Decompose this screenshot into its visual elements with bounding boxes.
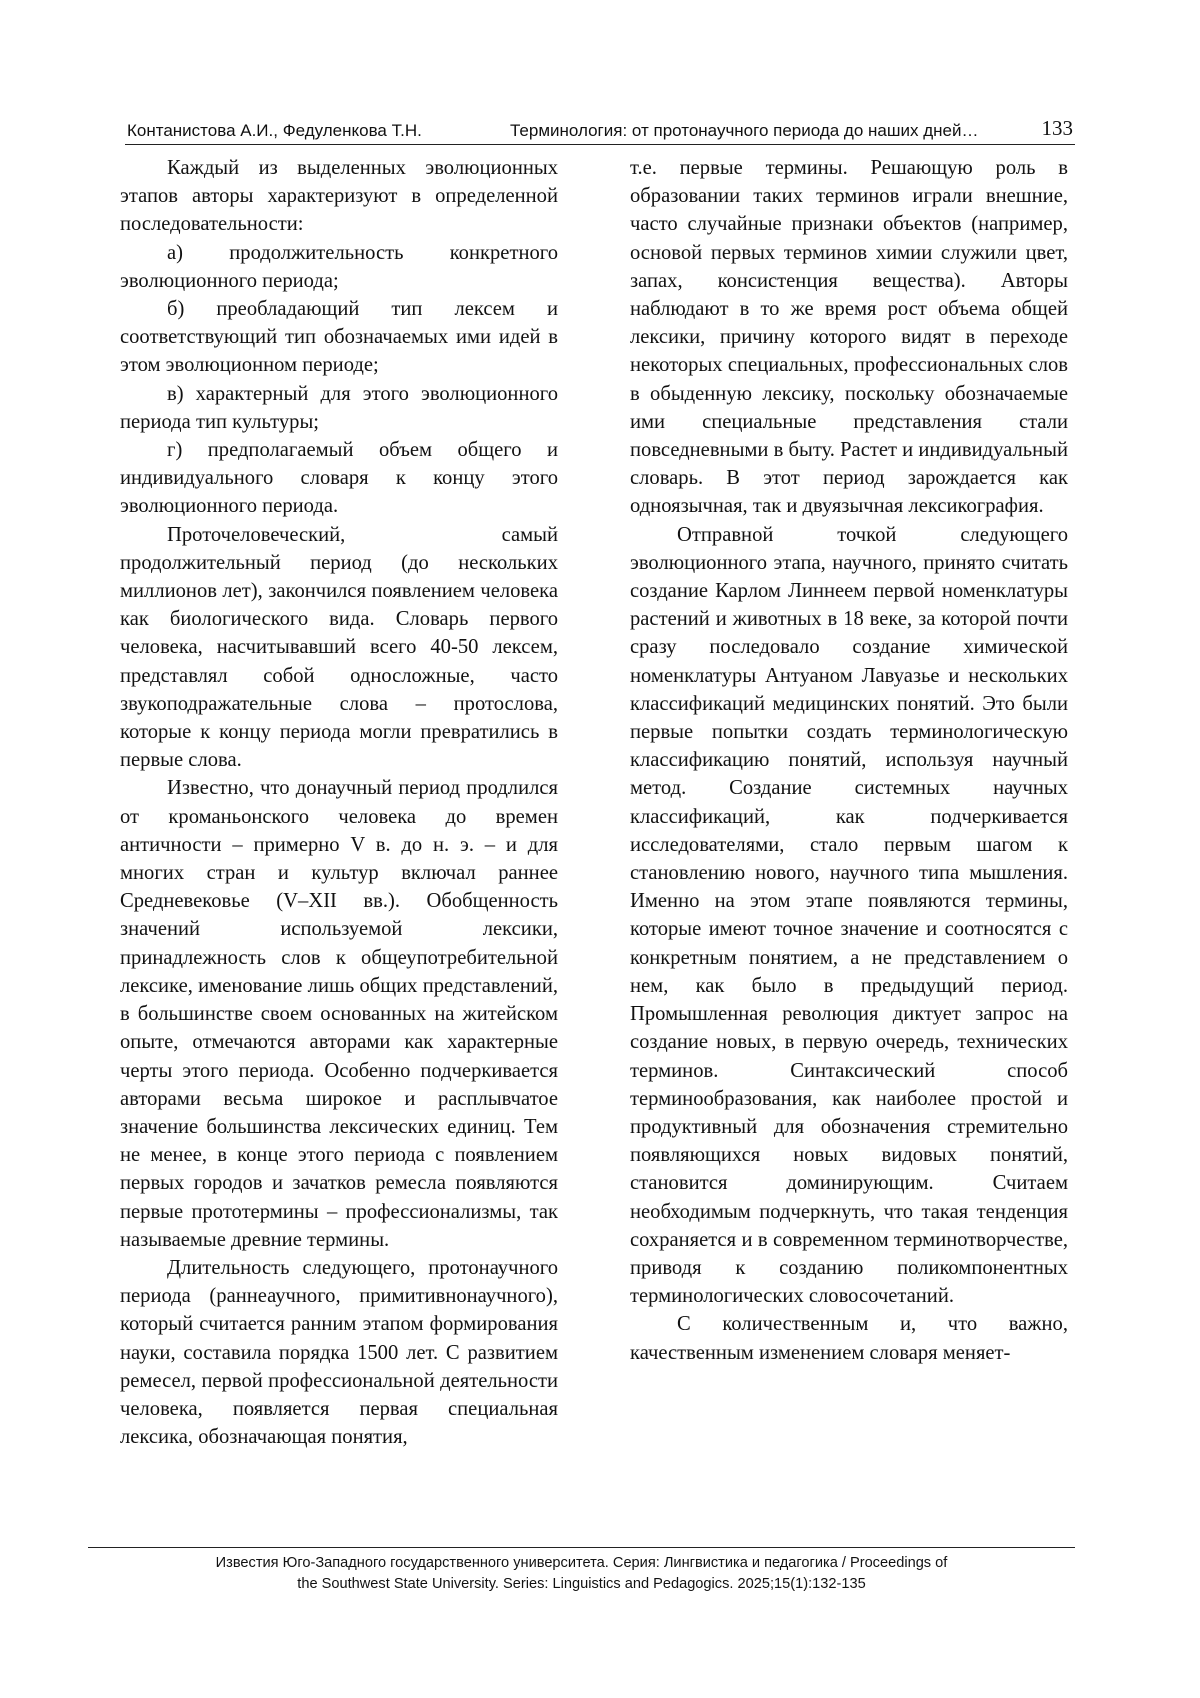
paragraph: С количественным и, что важно, качественным изменением словаря меняет- [630,1313,1068,1364]
list-item: б) преобладающий тип лексем и соответствующий тип обозначаемых ими идей в этом эволюционном периоде; [120,298,558,377]
running-head [125,118,1075,145]
paragraph: Отправной точкой следующего эволюционного этапа, научного, принято считать создание Карлом Линнеем первой номенклатуры растений и животных в 18 веке, за которой почти сразу последовало создание химической номенклатуры Антуаном Лавуазье и нескольких классификаций медицинских понятий. Это были первые попытки создать терминологическую классификацию понятий, используя научный метод. Создание системных научных классификаций, как подчеркивается исследователями, стало первым шагом к становлению нового, научного типа мышления. Именно на этом этапе появляются термины, которые имеют точное значение и соотносятся с конкретным понятием, а не представлением о нем, как было в предыдущий период. Промышленная революция диктует запрос на создание новых, в первую очередь, технических терминов. Синтаксический способ терминообразования, как наиболее простой и продуктивный для обозначения стремительно появляющихся новых видовых понятий, становится доминирующим. Считаем необходимым подчеркнуть, что такая тенденция сохраняется и в современном терминотворчестве, приводя к созданию поликомпонентных терминологических словосочетаний. [630,523,1068,1308]
paragraph: Длительность следующего, протонаучного периода (раннеаучного, примитивнонаучного), который считается ранним этапом формирования науки, составила порядка 1500 лет. С развитием ремесел, первой профессиональной деятельности человека, появляется первая специальная лексика, обозначающая понятия, [120,1256,558,1449]
page-number: 133 [1041,116,1073,140]
list-item: в) характерный для этого эволюционного периода тип культуры; [120,382,558,433]
header-authors: Контанистова А.И., Федуленкова Т.Н. [127,121,422,140]
journal-footer [88,1553,1075,1595]
paragraph: Каждый из выделенных эволюционных этапов авторы характеризуют в определенной последовательности: [120,157,558,236]
paragraph-continued: т.е. первые термины. Решающую роль в образовании таких терминов играли внешние, часто случайные признаки объектов (например, основой первых терминов химии служили цвет, запах, консистенция вещества). Авторы наблюдают в то же время рост объема общей лексики, причину которого видят в переходе некоторых специальных, профессиональных слов в обыденную лексику, поскольку обозначаемые ими специальные представления стали повседневными в быту. Растет и индивидуальный словарь. В этот период зарождается как одноязычная, так и двуязычная лексикография. [630,157,1068,518]
paragraph: Известно, что донаучный период продлился от кроманьонского человека до времен античности – примерно V в. до н. э. – и для многих стран и культур включал раннее Средневековье (V–XII вв.). Обобщенность значений используемой лексики, принадлежность слов к общеупотребительной лексике, именование лишь общих представлений, в большинстве своем основанных на житейском опыте, отмечаются авторами как характерные черты этого периода. Особенно подчеркивается авторами весьма широкое и расплывчатое значение большинства лексических единиц. Тем не менее, в конце этого периода с появлением первых городов и зачатков ремесла появляются первые прототермины – профессионализмы, так называемые древние термины. [120,777,558,1251]
paragraph: Проточеловеческий, самый продолжительный период (до нескольких миллионов лет), закончился появлением человека как биологического вида. Словарь первого человека, насчитывавший всего 40-50 лексем, представлял собой односложные, часто звукоподражательные слова – протослова, которые к концу периода могли превратились в первые слова. [120,523,558,772]
footer-line-2: the Southwest State University. Series: Linguistics and Pedagogics. 2025;15(1):132-135 [297,1576,866,1592]
footer-line-1: Известия Юго-Западного государственного университета. Серия: Лингвистика и педагогика / Proceedings of [215,1555,948,1571]
right-column [630,154,1068,1367]
list-item: г) предполагаемый объем общего и индивидуального словаря к концу этого эволюционного периода. [120,439,558,518]
list-item: а) продолжительность конкретного эволюционного периода; [120,241,558,292]
footer-divider [88,1547,1075,1548]
header-article-title: Терминология: от протонаучного периода до наших дней… [510,121,979,140]
left-column [120,154,558,1451]
